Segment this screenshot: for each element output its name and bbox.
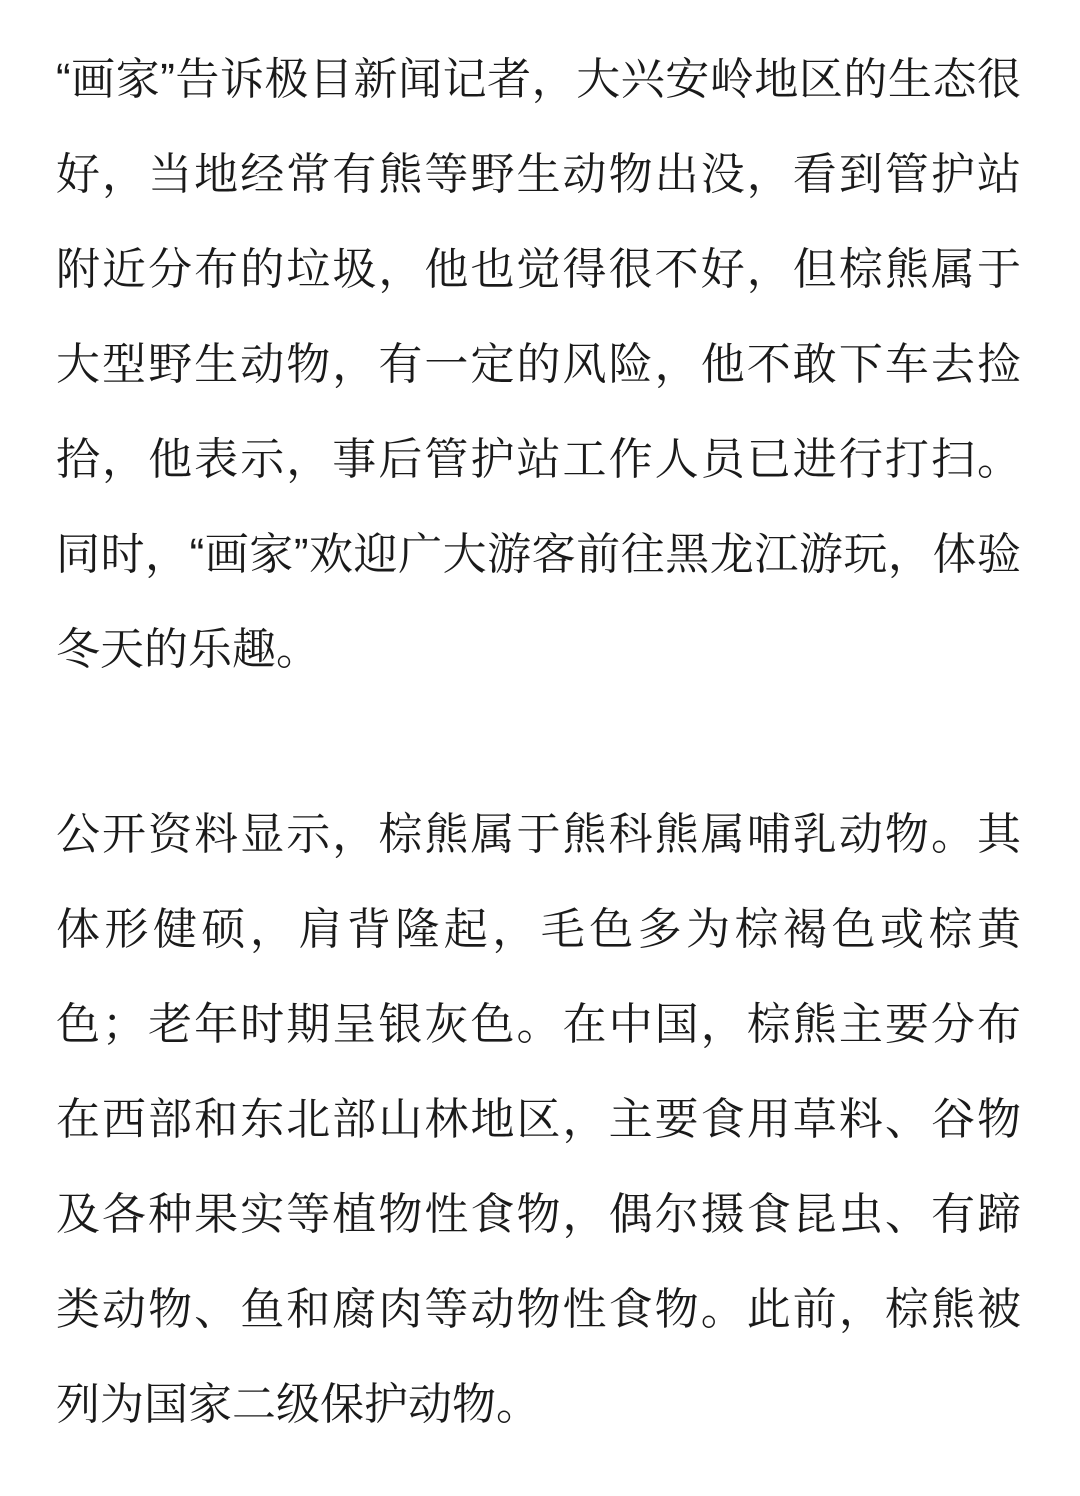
article-paragraph-1: “画家”告诉极目新闻记者，大兴安岭地区的生态很好，当地经常有熊等野生动物出没，看到管护站附近分布的垃圾，他也觉得很不好，但棕熊属于大型野生动物，有一定的风险，他不敢下车去捡拾，他表示，事后管护站工作人员已进行打扫。同时，“画家”欢迎广大游客前往黑龙江游玩，体验冬天的乐趣。 [56, 55, 1021, 674]
article-paragraph-2: 公开资料显示，棕熊属于熊科熊属哺乳动物。其体形健硕，肩背隆起，毛色多为棕褐色或棕黄色；老年时期呈银灰色。在中国，棕熊主要分布在西部和东北部山林地区，主要食用草料、谷物及各种果实等植物性食物，偶尔摄食昆虫、有蹄类动物、鱼和腐肉等动物性食物。此前，棕熊被列为国家二级保护动物。 [56, 810, 1021, 1429]
